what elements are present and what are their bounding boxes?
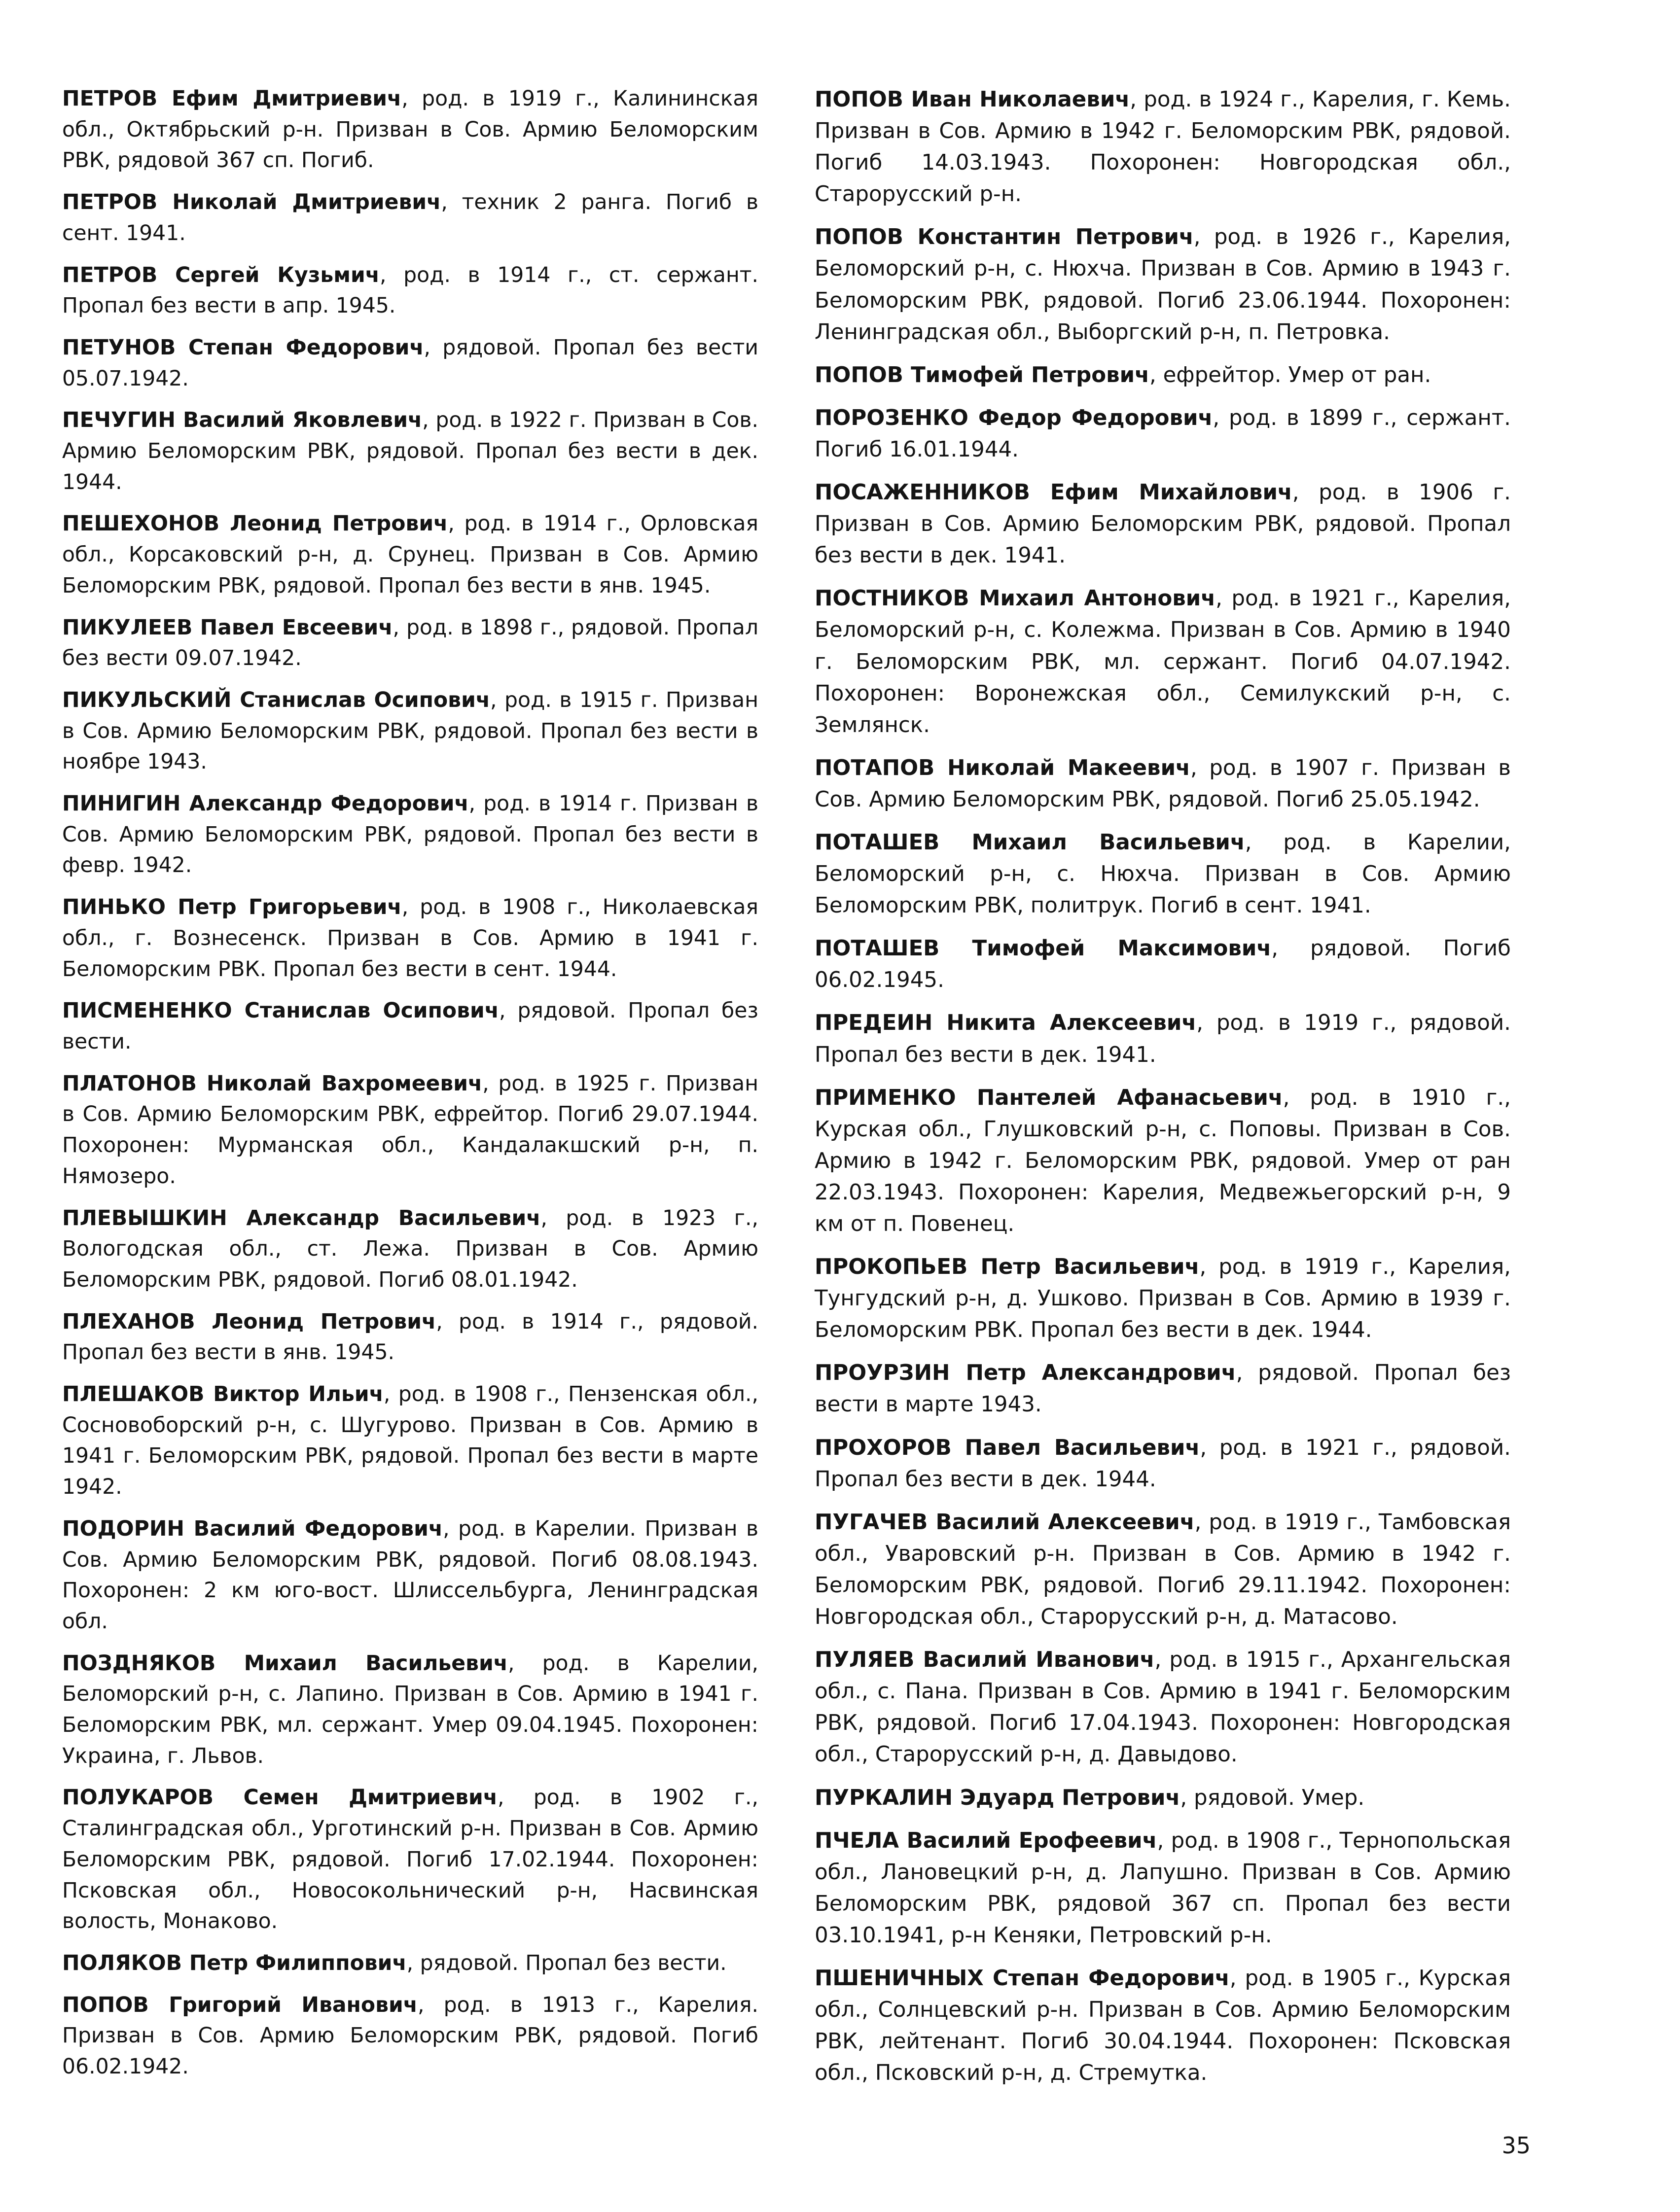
entry-name: ПИКУЛЬСКИЙ Станислав Осипович — [62, 688, 491, 712]
memorial-entry — [62, 333, 758, 394]
memorial-entry — [815, 583, 1511, 740]
entry-details: , род. в 1924 г., Карелия, г. Кемь. Призван в Сов. Армию в 1942 г. Беломорским РВК, рядовой. Погиб 14.03.1943. Похоронен: Новгородская обл., Старорусский р-н. — [815, 87, 1511, 207]
entry-name: ПОПОВ Константин Петрович — [815, 225, 1194, 250]
entry-name: ПРЕДЕИН Никита Алексеевич — [815, 1011, 1197, 1036]
memorial-entry — [815, 1963, 1511, 2089]
entry-name: ПОТАПОВ Николай Макеевич — [815, 755, 1190, 780]
entry-details: , род. в 1922 г. Призван в Сов. Армию Беломорским РВК, рядовой. Пропал без вести в дек. 1944. — [62, 408, 758, 494]
memorial-entry — [62, 1783, 758, 1937]
memorial-entry — [62, 1203, 758, 1296]
entry-name: ПОТАШЕВ Тимофей Максимович — [815, 936, 1272, 961]
entry-name: ПОТАШЕВ Михаил Васильевич — [815, 830, 1245, 855]
entry-name: ПОЗДНЯКОВ Михаил Васильевич — [62, 1651, 508, 1676]
entry-name: ПРОУРЗИН Петр Александрович — [815, 1361, 1236, 1386]
entry-name: ПРОХОРОВ Павел Васильевич — [815, 1435, 1200, 1460]
entry-details: , ефрейтор. Умер от ран. — [1149, 362, 1431, 387]
entry-name: ПЕТРОВ Ефим Дмитриевич — [62, 87, 402, 111]
entry-name: ПИСМЕНЕНКО Станислав Осипович — [62, 999, 499, 1023]
page-number: 35 — [1501, 2132, 1531, 2159]
entry-details: , род. в 1921 г., рядовой. Пропал без вести в дек. 1944. — [815, 1435, 1511, 1492]
memorial-entry — [62, 187, 758, 249]
entry-name: ПЧЕЛА Василий Ерофеевич — [815, 1828, 1157, 1853]
entry-details: , род. в 1926 г., Карелия, Беломорский р-н, с. Нюхча. Призван в Сов. Армию в 1943 г. Беломорским РВК, рядовой. Погиб 23.06.1944. Похоронен: Ленинградская обл., Выборгский р-н, п. Петровка. — [815, 225, 1511, 345]
entry-name: ПРИМЕНКО Пантелей Афанасьевич — [815, 1085, 1283, 1110]
memorial-entry — [62, 1379, 758, 1503]
entry-name: ПЛЕХАНОВ Леонид Петрович — [62, 1309, 436, 1334]
memorial-entry — [815, 1825, 1511, 1951]
entry-name: ПОСТНИКОВ Михаил Антонович — [815, 586, 1216, 611]
memorial-entry — [815, 1251, 1511, 1346]
entry-details: , род. в 1913 г., Карелия. Призван в Сов. Армию Беломорским РВК, рядовой. Погиб 06.02.1942. — [62, 1993, 758, 2079]
memorial-entry — [62, 1948, 758, 1979]
entry-name: ПЛЕВЫШКИН Александр Васильевич — [62, 1206, 541, 1230]
entry-details: , род. в Карелии. Призван в Сов. Армию Беломорским РВК, рядовой. Погиб 08.08.1943. Похоронен: 2 км юго-вост. Шлиссельбурга, Ленинградская обл. — [62, 1516, 758, 1634]
entry-name: ПЕШЕХОНОВ Леонид Петрович — [62, 512, 448, 536]
entry-details: , род. в 1923 г., Вологодская обл., ст. Лежа. Призван в Сов. Армию Беломорским РВК, рядовой. Погиб 08.01.1942. — [62, 1206, 758, 1292]
entry-name: ПЕТУНОВ Степан Федорович — [62, 335, 424, 360]
left-column — [62, 84, 758, 2094]
entry-details: , род. в 1919 г., рядовой. Пропал без вести в дек. 1941. — [815, 1011, 1511, 1067]
entry-details: , рядовой. Погиб 06.02.1945. — [815, 936, 1511, 993]
entry-details: , род. в 1921 г., Карелия, Беломорский р-н, с. Колежма. Призван в Сов. Армию в 1940 г. Беломорским РВК, мл. сержант. Погиб 04.07.1942. Похоронен: Воронежская обл., Семилукский р-н, с. Землянск. — [815, 586, 1511, 737]
memorial-entry — [815, 1007, 1511, 1070]
entry-details: , рядовой. Умер. — [1180, 1785, 1365, 1810]
entry-name: ПОДОРИН Василий Федорович — [62, 1516, 443, 1541]
memorial-entry — [815, 752, 1511, 815]
memorial-entry — [62, 1307, 758, 1369]
entry-details: , техник 2 ранга. Погиб в сент. 1941. — [62, 190, 758, 246]
entry-name: ПЕТРОВ Сергей Кузьмич — [62, 263, 380, 287]
memorial-entry — [815, 84, 1511, 210]
entry-details: , род. в 1905 г., Курская обл., Солнцевский р-н. Призван в Сов. Армию Беломорским РВК, лейтенант. Погиб 30.04.1944. Похоронен: Псковская обл., Псковский р-н, д. Стремутка. — [815, 1966, 1511, 2086]
entry-name: ПЕЧУГИН Василий Яковлевич — [62, 408, 423, 433]
entry-details: , род. в 1899 г., сержант. Погиб 16.01.1944. — [815, 405, 1511, 462]
entry-details: , род. в 1914 г., рядовой. Пропал без вести в янв. 1945. — [62, 1309, 758, 1365]
entry-details: , род. в 1915 г. Призван в Сов. Армию Беломорским РВК, рядовой. Пропал без вести в ноябре 1943. — [62, 688, 758, 774]
entry-details: , рядовой. Пропал без вести в марте 1943. — [815, 1361, 1511, 1417]
entry-name: ПРОКОПЬЕВ Петр Васильевич — [815, 1255, 1200, 1280]
entry-details: , род. в Карелии, Беломорский р-н, с. Лапино. Призван в Сов. Армию в 1941 г. Беломорским РВК, мл. сержант. Умер 09.04.1945. Похоронен: Украина, г. Львов. — [62, 1651, 759, 1768]
entry-details: , рядовой. Пропал без вести 05.07.1942. — [62, 335, 758, 391]
memorial-entry — [62, 509, 758, 601]
entry-details: , род. в 1908 г., Николаевская обл., г. Вознесенск. Призван в Сов. Армию в 1941 г. Беломорским РВК. Пропал без вести в сент. 1944. — [62, 895, 758, 982]
entry-name: ПЛАТОНОВ Николай Вахромеевич — [62, 1071, 483, 1096]
entry-name: ПУЛЯЕВ Василий Иванович — [815, 1648, 1155, 1673]
memorial-entry — [62, 1649, 758, 1772]
memorial-entry — [815, 1432, 1511, 1495]
entry-name: ПУРКАЛИН Эдуард Петрович — [815, 1785, 1180, 1810]
entry-name: ПОПОВ Григорий Иванович — [62, 1993, 418, 2017]
entry-details: , рядовой. Пропал без вести. — [62, 999, 758, 1054]
entry-name: ПОПОВ Тимофей Петрович — [815, 362, 1149, 387]
memorial-entry — [815, 477, 1511, 571]
entry-name: ПОЛУКАРОВ Семен Дмитриевич — [62, 1786, 498, 1810]
memorial-entry — [815, 221, 1511, 348]
entry-details: , род. в 1907 г. Призван в Сов. Армию Беломорским РВК, рядовой. Погиб 25.05.1942. — [815, 755, 1511, 812]
memorial-entry — [62, 405, 758, 498]
memorial-entry — [62, 260, 758, 322]
entry-name: ПОПОВ Иван Николаевич — [815, 87, 1130, 112]
memorial-entry — [815, 402, 1511, 465]
memorial-entry — [62, 1990, 758, 2083]
entry-name: ПУГАЧЕВ Василий Алексеевич — [815, 1510, 1195, 1535]
entry-name: ПИНИГИН Александр Федорович — [62, 792, 469, 816]
entry-name: ПОЛЯКОВ Петр Филиппович — [62, 1951, 407, 1975]
entry-details: , род. в 1906 г. Призван в Сов. Армию Беломорским РВК, рядовой. Пропал без вести в дек. 1941. — [815, 480, 1511, 568]
entry-details: , род. в 1919 г., Тамбовская обл., Уваровский р-н. Призван в Сов. Армию в 1942 г. Беломорским РВК, рядовой. Погиб 29.11.1942. Похоронен: Новгородская обл., Старорусский р-н, д. Матасово. — [815, 1510, 1511, 1630]
entry-details: , род. в 1898 г., рядовой. Пропал без вести 09.07.1942. — [62, 615, 758, 671]
entry-details: , род. в 1915 г., Архангельская обл., с. Пана. Призван в Сов. Армию в 1941 г. Беломорским РВК, рядовой. Погиб 17.04.1943. Похоронен: Новгородская обл., Старорусский р-н, д. Давыдово. — [815, 1648, 1511, 1767]
entry-details: , род. в 1919 г., Калининская обл., Октябрьский р-н. Призван в Сов. Армию Беломорским РВК, рядовой 367 сп. Погиб. — [62, 87, 758, 173]
memorial-entry — [62, 892, 758, 985]
memorial-entry — [62, 789, 758, 881]
entry-details: , род. в 1914 г., Орловская обл., Корсаковский р-н, д. Срунец. Призван в Сов. Армию Беломорским РВК, рядовой. Пропал без вести в янв. 1945. — [62, 512, 758, 598]
memorial-entry — [815, 1782, 1511, 1814]
memorial-entry — [815, 827, 1511, 921]
entry-details: , род. в 1908 г., Тернопольская обл., Лановецкий р-н, д. Лапушно. Призван в Сов. Армию Беломорским РВК, рядовой 367 сп. Пропал без вести 03.10.1941, р-н Кеняки, Петровский р-н. — [815, 1828, 1511, 1948]
entry-details: , род. в 1919 г., Карелия, Тунгудский р-н, д. Ушково. Призван в Сов. Армию в 1939 г. Беломорским РВК. Пропал без вести в дек. 1944. — [815, 1255, 1511, 1343]
memorial-entry — [62, 996, 758, 1057]
memorial-entry — [62, 1069, 758, 1193]
memorial-entry — [815, 1507, 1511, 1633]
memorial-entry — [62, 685, 758, 778]
memorial-entry — [815, 359, 1511, 391]
entry-details: , род. в 1908 г., Пензенская обл., Сосновоборский р-н, с. Шугурово. Призван в Сов. Армию в 1941 г. Беломорским РВК, рядовой. Пропал без вести в марте 1942. — [62, 1382, 758, 1500]
entry-details: , рядовой. Пропал без вести. — [406, 1951, 727, 1975]
entry-details: , род. в 1910 г., Курская обл., Глушковский р-н, с. Поповы. Призван в Сов. Армию в 1942 г. Беломорским РВК, рядовой. Умер от ран 22.03.1943. Похоронен: Карелия, Медвежьегорский р-н, 9 км от п. Повенец. — [815, 1085, 1511, 1236]
memorial-entry — [815, 1644, 1511, 1770]
entry-details: , род. в 1914 г., ст. сержант. Пропал без вести в апр. 1945. — [62, 263, 758, 318]
entry-name: ПОСАЖЕННИКОВ Ефим Михайлович — [815, 480, 1292, 505]
entry-details: , род. в 1925 г. Призван в Сов. Армию Беломорским РВК, ефрейтор. Погиб 29.07.1944. Похоронен: Мурманская обл., Кандалакшский р-н, п. Нямозеро. — [62, 1071, 758, 1189]
entry-name: ПЛЕШАКОВ Виктор Ильич — [62, 1382, 384, 1407]
memorial-entry — [815, 1082, 1511, 1240]
memorial-entry — [62, 1514, 758, 1638]
entry-name: ПОРОЗЕНКО Федор Федорович — [815, 405, 1213, 430]
entry-details: , род. в 1914 г. Призван в Сов. Армию Беломорским РВК, рядовой. Пропал без вести в февр. 1942. — [62, 792, 758, 878]
memorial-entry — [815, 933, 1511, 996]
entry-name: ПИНЬКО Петр Григорьевич — [62, 895, 402, 920]
memorial-entry — [62, 613, 758, 674]
memorial-entry — [815, 1357, 1511, 1420]
right-column — [815, 84, 1511, 2100]
entry-name: ПИКУЛЕЕВ Павел Евсеевич — [62, 615, 393, 640]
entry-name: ПШЕНИЧНЫХ Степан Федорович — [815, 1966, 1230, 1991]
entry-name: ПЕТРОВ Николай Дмитриевич — [62, 190, 441, 215]
entry-details: , род. в Карелии, Беломорский р-н, с. Нюхча. Призван в Сов. Армию Беломорским РВК, политрук. Погиб в сент. 1941. — [815, 830, 1511, 918]
entry-details: , род. в 1902 г., Сталинградская обл., Урготинский р-н. Призван в Сов. Армию Беломорским РВК, рядовой. Погиб 17.02.1944. Похоронен: Псковская обл., Новосокольнический р-н, Насвинская волость, Монаково. — [62, 1786, 758, 1934]
memorial-entry — [62, 84, 758, 176]
